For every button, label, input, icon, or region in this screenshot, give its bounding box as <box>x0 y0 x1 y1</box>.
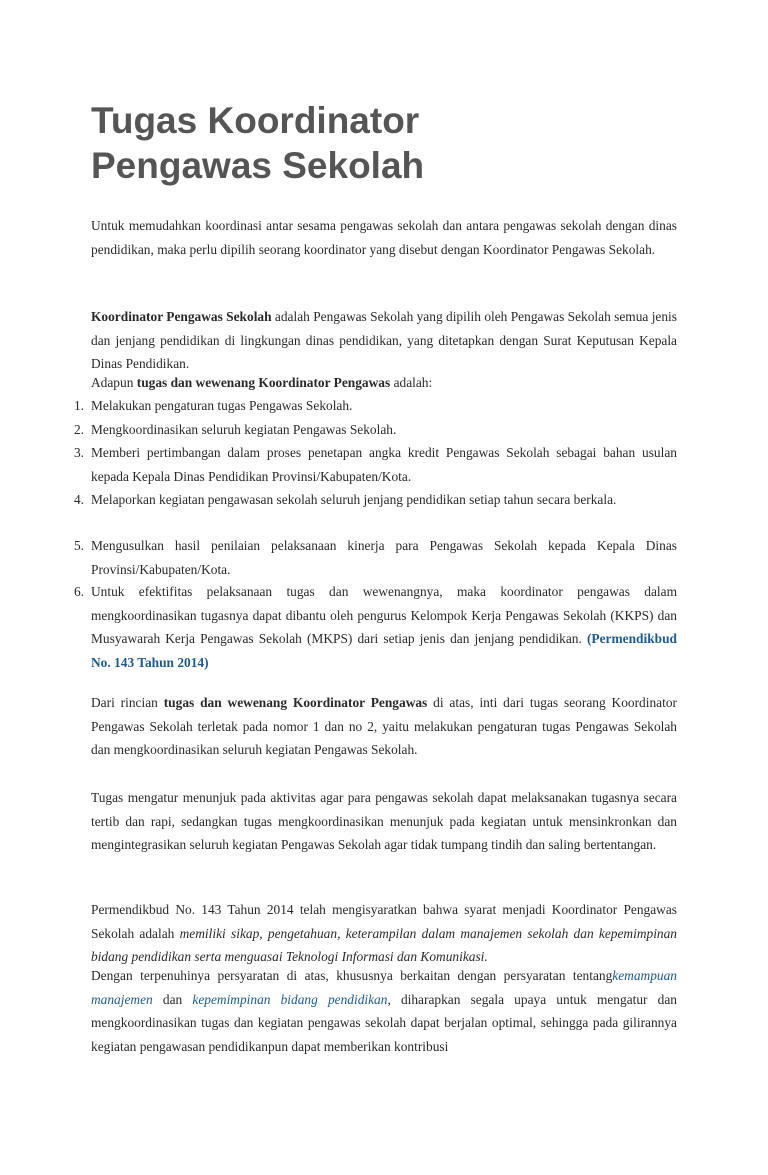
list-item-text: Melaporkan kegiatan pengawasan sekolah seluruh jenjang pendidikan setiap tahun secara berkala. <box>91 492 617 507</box>
reference-open: ( <box>586 631 592 647</box>
list-number: 6. <box>73 584 84 599</box>
intro-paragraph: Untuk memudahkan koordinasi antar sesama pengawas sekolah dan antara pengawas sekolah dengan dinas pendidikan, maka perlu dipilih seorang koordinator yang disebut dengan Koordinator Pengawas Sekolah. <box>91 218 677 257</box>
list-item-text: Untuk efektifitas pelaksanaan tugas dan wewenangnya, maka koordinator pengawas dalam mengkoordinasikan tugasnya dapat dibantu oleh pengurus Kelompok Kerja Pengawas Sekolah (KKPS) dan Musyawarah Kerja Pengawas Sekolah (MKPS) dari setiap jenis dan jenjang pendidikan. <box>91 584 677 647</box>
requirements-pre: Permendikbud No. 143 Tahun 2014 telah mengisyaratkan bahwa syarat menjadi Koordinator Pengawas Sekolah adalah <box>91 902 677 941</box>
list-item <box>73 441 677 488</box>
reference-close: ) <box>204 654 209 670</box>
conclusion-paragraph <box>91 964 677 1058</box>
duties-intro-bold: tugas dan wewenang Koordinator Pengawas <box>136 375 391 390</box>
management-link[interactable]: kemampuan manajemen <box>91 968 677 1007</box>
list-number: 5. <box>73 538 84 553</box>
regulation-reference-link[interactable]: Permendikbud No. 143 Tahun 2014 <box>91 631 677 670</box>
definition-text: adalah Pengawas Sekolah yang dipilih oleh Pengawas Sekolah semua jenis dan jenjang pendidikan di lingkungan dinas pendidikan, yang ditetapkan dengan Surat Keputusan Kepala Dinas Pendidikan. <box>91 309 677 372</box>
conclusion-post: , diharapkan segala upaya untuk mengatur dan mengkoordinasikan tugas dan kegiatan pengawas sekolah dapat berjalan optimal, sehingga pada gilirannya kegiatan pengawasan pendidikanpun dapat memberikan kontribusi <box>91 991 677 1054</box>
page-title <box>91 98 424 188</box>
list-item-text: Memberi pertimbangan dalam proses penetapan angka kredit Pengawas Sekolah sebagai bahan usulan kepada Kepala Dinas Pendidikan Provinsi/Kabupaten/Kota. <box>91 445 677 484</box>
summary-post: di atas, inti dari tugas seorang Koordinator Pengawas Sekolah terletak pada nomor 1 dan no 2, yaitu melakukan pengaturan tugas Pengawas Sekolah dan mengkoordinasikan seluruh kegiatan Pengawas Sekolah. <box>91 695 677 758</box>
list-item-text: Melakukan pengaturan tugas Pengawas Sekolah. <box>91 398 353 413</box>
duties-intro <box>91 371 677 395</box>
requirements-paragraph <box>91 898 677 969</box>
summary-paragraph <box>91 691 677 762</box>
list-item <box>73 418 677 442</box>
summary-pre: Dari rincian <box>91 695 164 710</box>
list-item-text: Mengkoordinasikan seluruh kegiatan Pengawas Sekolah. <box>91 422 397 437</box>
list-item <box>73 534 677 581</box>
list-item <box>73 488 677 512</box>
coordination-paragraph: Tugas mengatur menunjuk pada aktivitas agar para pengawas sekolah dapat melaksanakan tugasnya secara tertib dan rapi, sedangkan tugas mengkoordinasikan menunjuk pada kegiatan untuk mensinkronkan dan mengintegrasikan seluruh kegiatan Pengawas Sekolah agar tidak tumpang tindih dan saling bertentangan. <box>91 790 677 853</box>
list-number: 4. <box>73 492 84 507</box>
list-number: 3. <box>73 445 84 460</box>
definition-paragraph <box>91 305 677 376</box>
list-number: 2. <box>73 422 84 437</box>
list-item <box>73 580 677 674</box>
title-line-1: Tugas Koordinator <box>91 100 420 141</box>
conclusion-mid: dan <box>152 991 193 1007</box>
summary-bold: tugas dan wewenang Koordinator Pengawas <box>163 695 428 710</box>
list-item-text: Mengusulkan hasil penilaian pelaksanaan kinerja para Pengawas Sekolah kepada Kepala Dinas Provinsi/Kabupaten/Kota. <box>91 538 677 577</box>
title-line-2: Pengawas Sekolah <box>91 145 425 186</box>
definition-term: Koordinator Pengawas Sekolah <box>91 309 272 324</box>
duties-intro-post: adalah: <box>390 375 433 390</box>
list-number: 1. <box>73 398 84 413</box>
list-item <box>73 394 677 418</box>
leadership-link[interactable]: kepemimpinan bidang pendidikan <box>192 991 388 1007</box>
requirements-italic: memiliki sikap, pengetahuan, keterampilan dalam manajemen sekolah dan kepemimpinan bidang pendidikan serta menguasai Teknologi Informasi dan Komunikasi. <box>91 925 677 965</box>
conclusion-pre: Dengan terpenuhinya persyaratan di atas, khususnya berkaitan dengan persyaratan tentang <box>91 968 613 983</box>
duties-intro-pre: Adapun <box>91 375 137 390</box>
